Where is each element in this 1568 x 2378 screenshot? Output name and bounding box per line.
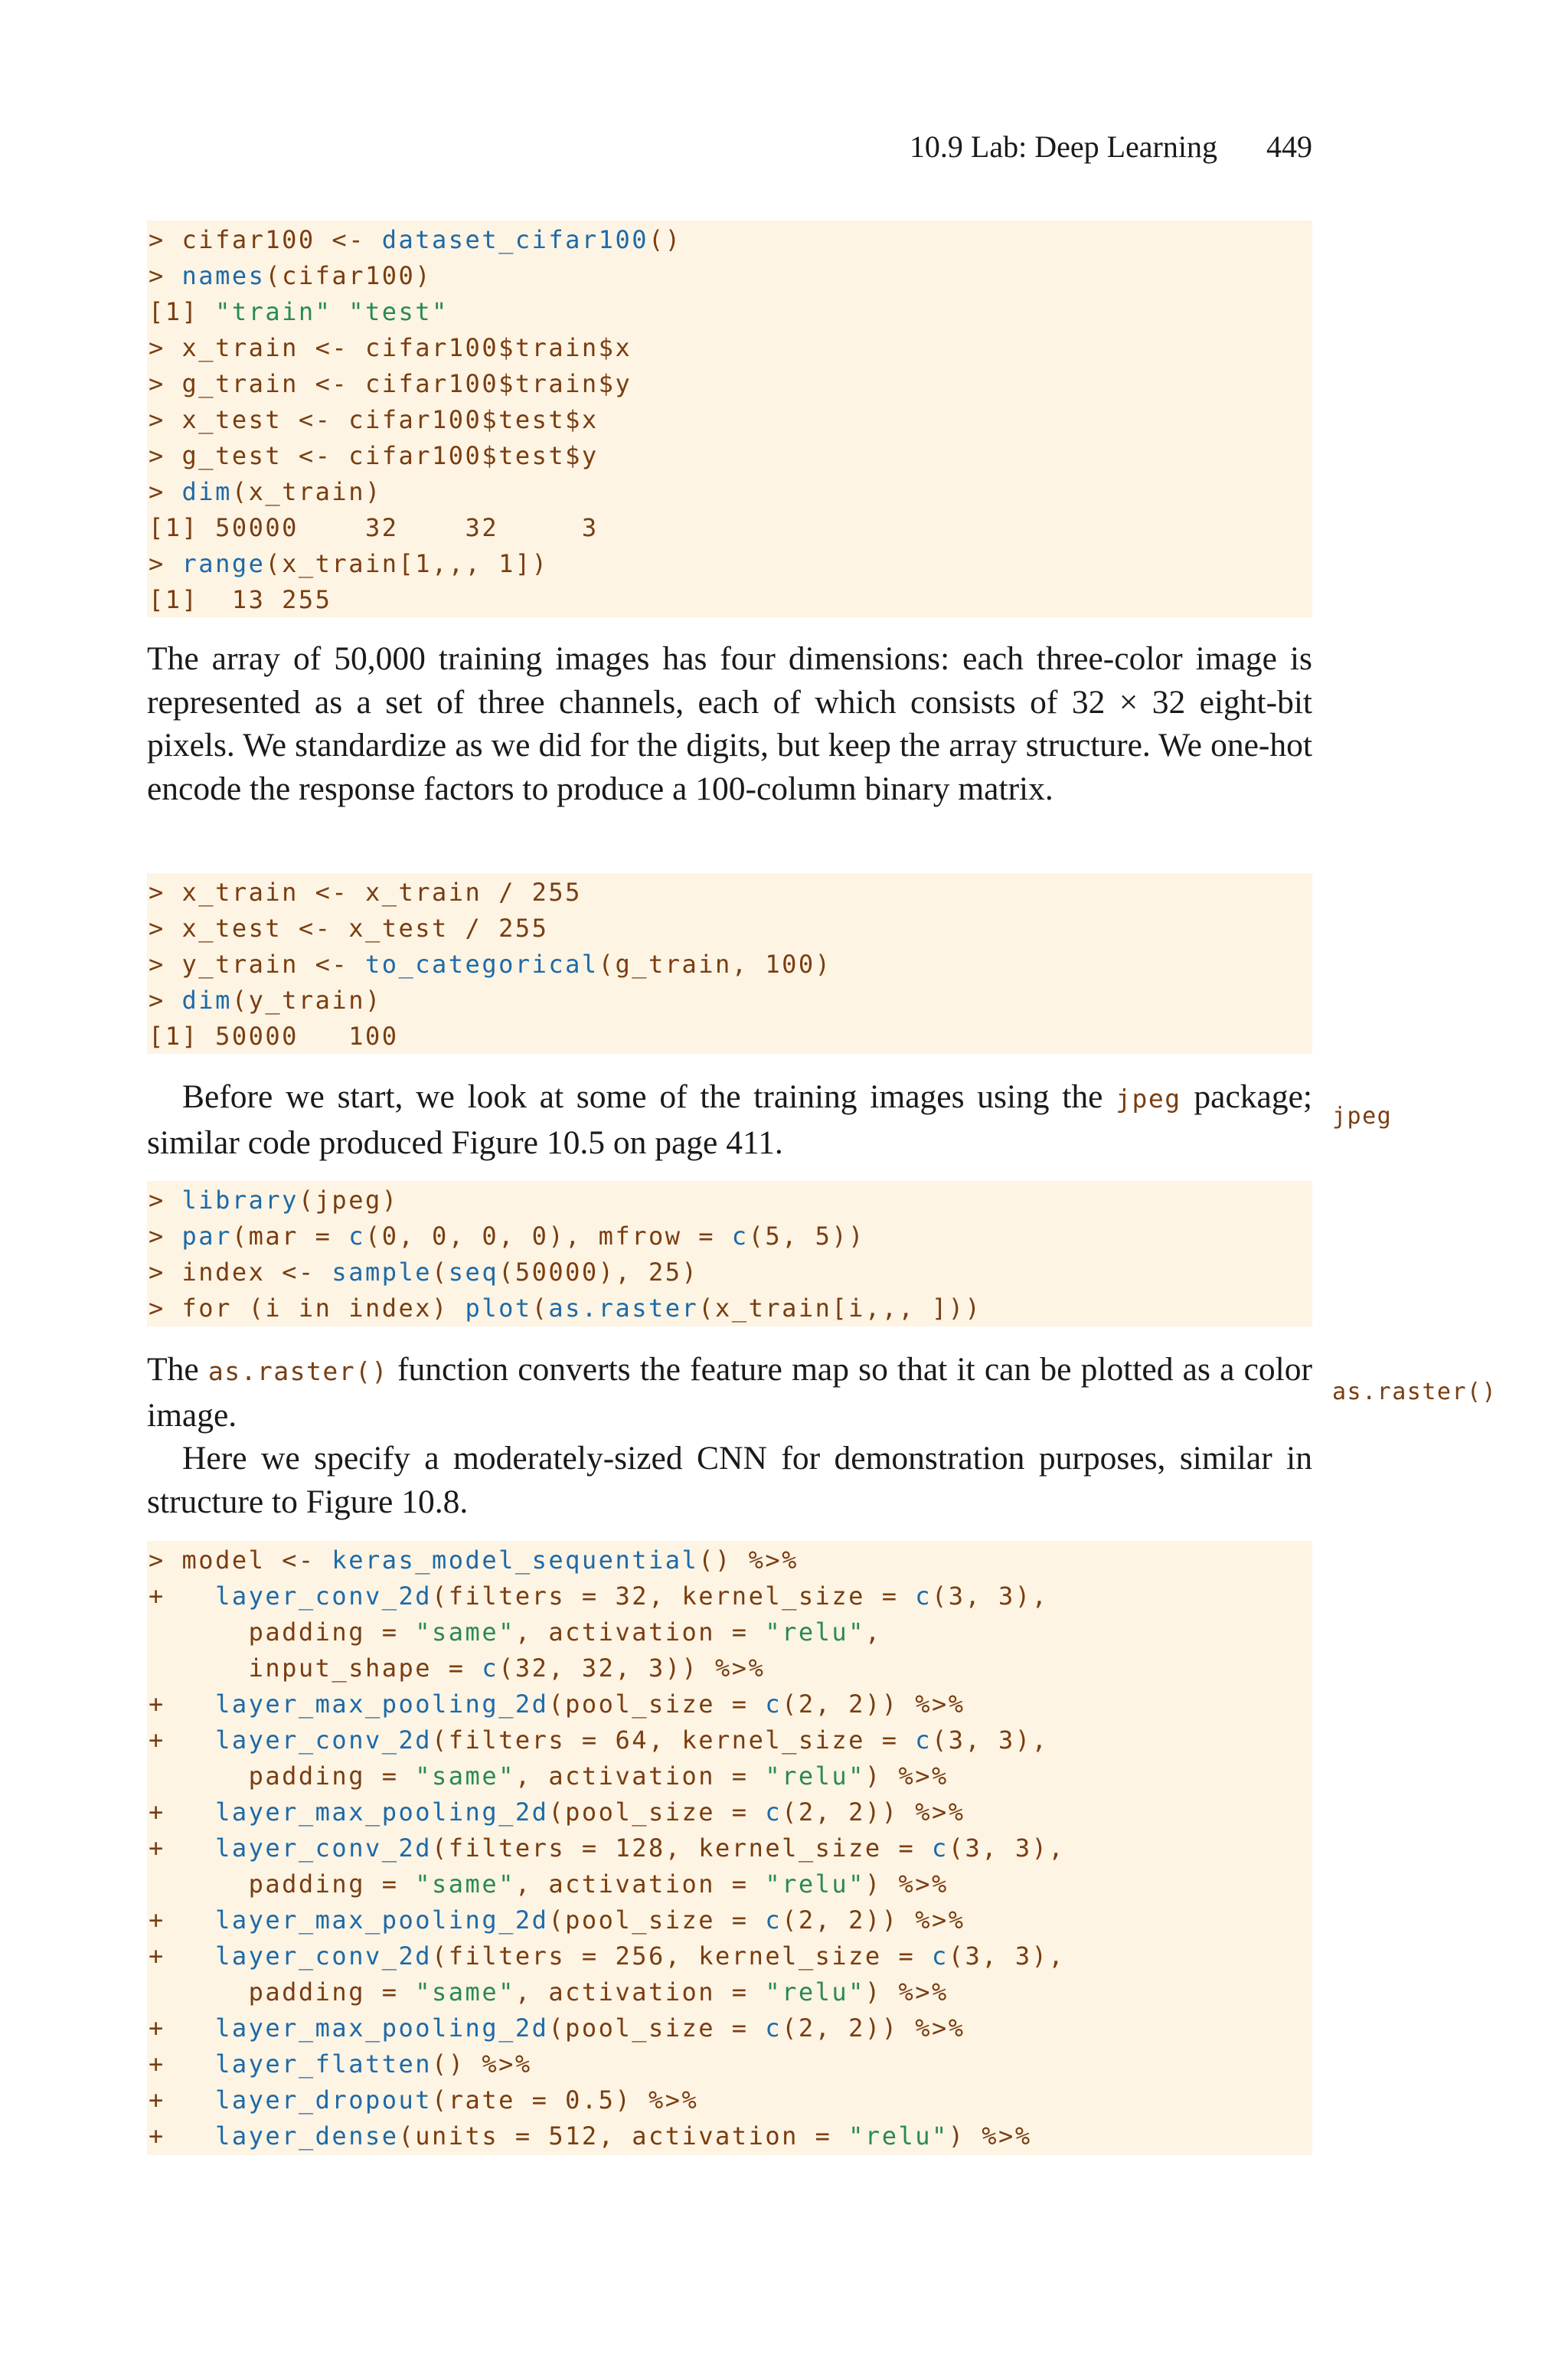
paragraph-2	[147, 1075, 1312, 1164]
code-line: > g_train <- cifar100$train$y	[149, 369, 632, 398]
code-line: padding = "same", activation = "relu",	[149, 1617, 882, 1647]
paragraph-3	[147, 1348, 1312, 1523]
code-line: + layer_max_pooling_2d(pool_size = c(2, 2)) %>%	[149, 1905, 965, 1935]
paragraph-2-before: Before we start, we look at some of the training images using the	[182, 1078, 1116, 1115]
code-line: > model <- keras_model_sequential() %>%	[149, 1546, 799, 1575]
code-line: + layer_conv_2d(filters = 64, kernel_size = c(3, 3),	[149, 1725, 1049, 1755]
code-line: + layer_max_pooling_2d(pool_size = c(2, 2)) %>%	[149, 1797, 965, 1827]
paragraph-4-text: Here we specify a moderately-sized CNN for demonstration purposes, similar in structure to Figure 10.8.	[147, 1440, 1312, 1520]
code-line: > par(mar = c(0, 0, 0, 0), mfrow = c(5, 5))	[149, 1222, 865, 1251]
code-line: > range(x_train[1,,, 1])	[149, 549, 549, 578]
code-line: > x_train <- x_train / 255	[149, 878, 582, 907]
code-line: + layer_max_pooling_2d(pool_size = c(2, 2)) %>%	[149, 1689, 965, 1719]
code-line: padding = "same", activation = "relu") %>%	[149, 1977, 949, 2007]
as-raster-inline-code: as.raster()	[207, 1356, 388, 1386]
code-line: + layer_conv_2d(filters = 128, kernel_size = c(3, 3),	[149, 1833, 1066, 1863]
code-line: [1] 50000 32 32 3	[149, 513, 599, 542]
code-line: input_shape = c(32, 32, 3)) %>%	[149, 1653, 766, 1683]
paragraph-1	[147, 637, 1312, 810]
jpeg-inline-code: jpeg	[1116, 1084, 1181, 1114]
margin-note-as-raster: as.raster()	[1332, 1379, 1498, 1405]
code-line: + layer_dense(units = 512, activation = "relu") %>%	[149, 2121, 1032, 2151]
code-line: [1] 13 255	[149, 585, 332, 614]
code-line: > for (i in index) plot(as.raster(x_train[i,,, ]))	[149, 1294, 982, 1323]
code-line: > names(cifar100)	[149, 261, 433, 290]
code-line: + layer_max_pooling_2d(pool_size = c(2, 2)) %>%	[149, 2013, 965, 2043]
code-block-2	[147, 873, 1312, 1054]
code-line: + layer_dropout(rate = 0.5) %>%	[149, 2085, 699, 2115]
paragraph-1-text: The array of 50,000 training images has four dimensions: each three-color image is represented as a set of three channels, each of which consists of 32 × 32 eight-bit pixels. We standardize as we did for the digits, but keep the array structure. We one-hot encode the response factors to produce a 100-column binary matrix.	[147, 640, 1312, 807]
code-line: padding = "same", activation = "relu") %>%	[149, 1869, 949, 1899]
code-block-4	[147, 1541, 1312, 2155]
section-title: 10.9 Lab: Deep Learning	[909, 129, 1217, 164]
code-line: > dim(x_train)	[149, 477, 382, 506]
paragraph-3-after: function converts the feature map so that it can be plotted as a color image.	[147, 1351, 1312, 1434]
code-line: > x_test <- x_test / 255	[149, 914, 549, 943]
code-line: > cifar100 <- dataset_cifar100()	[149, 225, 682, 254]
code-line: + layer_conv_2d(filters = 256, kernel_size = c(3, 3),	[149, 1941, 1066, 1971]
code-line: + layer_flatten() %>%	[149, 2049, 532, 2079]
running-header	[766, 129, 1312, 167]
code-line: > x_test <- cifar100$test$x	[149, 405, 599, 434]
paragraph-2-after: package; similar code produced Figure 10.5 on page 411.	[147, 1078, 1312, 1161]
paragraph-2-text	[147, 1075, 1312, 1164]
code-line: > library(jpeg)	[149, 1186, 399, 1215]
code-line: [1] "train" "test"	[149, 297, 449, 326]
code-line: + layer_conv_2d(filters = 32, kernel_size = c(3, 3),	[149, 1582, 1049, 1611]
page-number: 449	[1266, 129, 1312, 164]
code-block-3	[147, 1181, 1312, 1326]
code-line: > index <- sample(seq(50000), 25)	[149, 1258, 699, 1287]
code-line: [1] 50000 100	[149, 1022, 399, 1051]
code-line: > y_train <- to_categorical(g_train, 100)	[149, 950, 832, 979]
code-line: > x_train <- cifar100$train$x	[149, 333, 632, 362]
margin-note-jpeg: jpeg	[1332, 1103, 1393, 1130]
code-block-1	[147, 221, 1312, 617]
code-line: > dim(y_train)	[149, 986, 382, 1015]
code-line: > g_test <- cifar100$test$y	[149, 441, 599, 470]
paragraph-3-before: The	[147, 1351, 208, 1388]
code-line: padding = "same", activation = "relu") %>%	[149, 1761, 949, 1791]
paragraph-3-text	[147, 1348, 1312, 1437]
